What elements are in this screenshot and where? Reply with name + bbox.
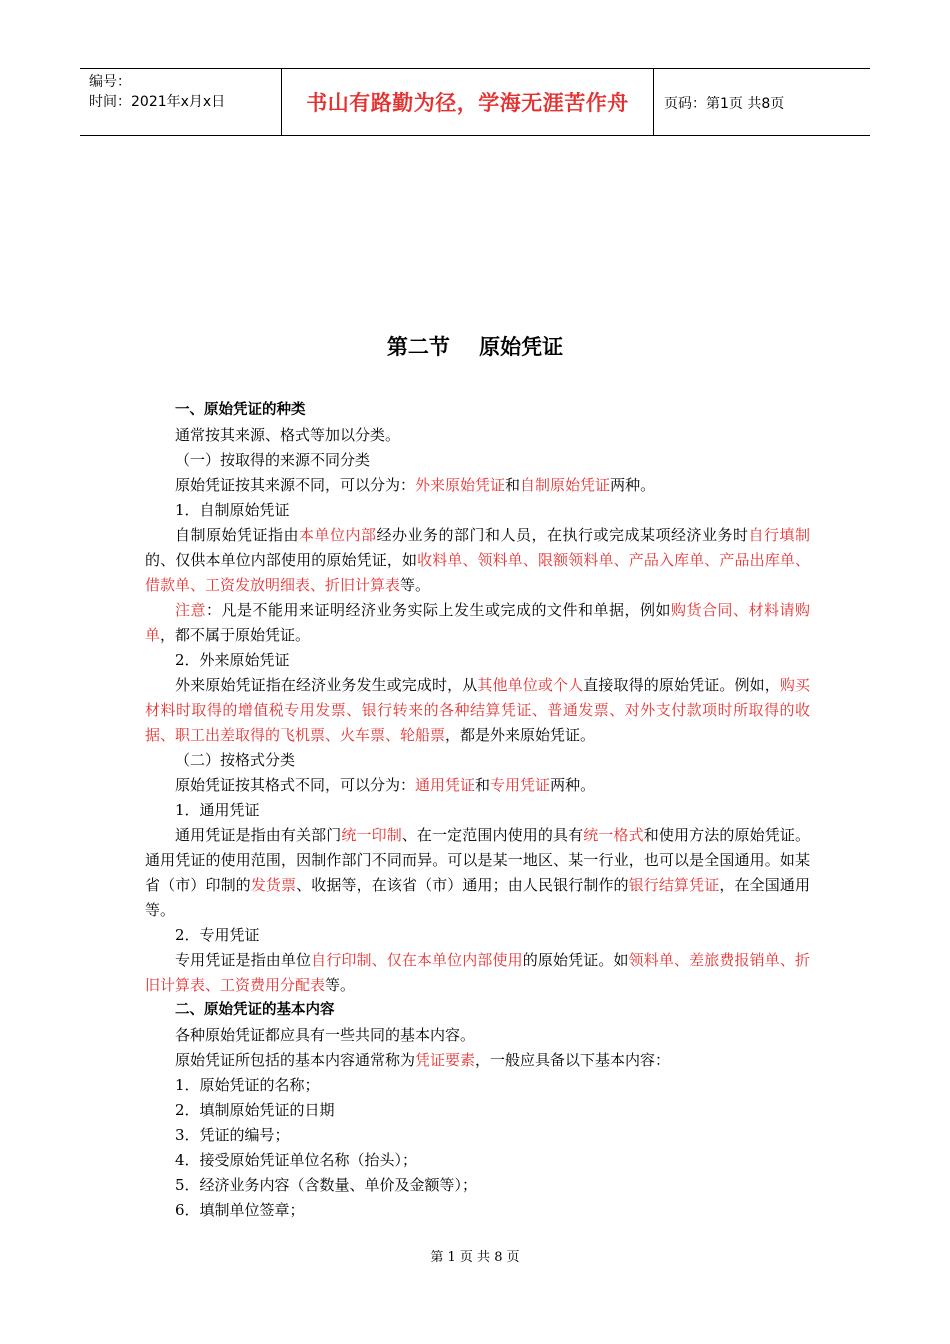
list-item: 6．填制单位签章； (175, 1201, 305, 1219)
highlight: 购买材料时取得的增值税专用发票、银行转来的各种结算凭证、普通发票、对外支付款项时所取得的收据、职工出差取得的飞机票、火车票、轮船票 (145, 676, 810, 744)
paragraph: 自制原始凭证指由本单位内部经办业务的部门和人员，在执行或完成某项经济业务时自行填制的、仅供本单位内部使用的原始凭证，如收料单、领料单、限额领料单、产品入库单、产品出库单、借款单、工资发放明细表、折旧计算表等。 (145, 526, 810, 594)
highlight: 本单位内部 (299, 526, 377, 544)
highlight: 收料单、领料单、限额领料单、产品入库单、产品出库单、借款单、工资发放明细表、折旧计算表 (145, 551, 810, 594)
paragraph: 通常按其来源、格式等加以分类。 (175, 426, 401, 444)
list-item: 4．接受原始凭证单位名称（抬头）； (175, 1151, 418, 1169)
paragraph: 注意：凡是不能用来证明经济业务实际上发生或完成的文件和单据，例如购货合同、材料请购单，都不属于原始凭证。 (145, 601, 810, 644)
highlight: 购货合同、材料请购单 (145, 601, 810, 644)
subheading: （一）按取得的来源不同分类 (175, 451, 371, 469)
list-item: 5．经济业务内容（含数量、单价及金额等）； (175, 1176, 478, 1194)
highlight: 通用凭证 (415, 776, 476, 794)
page-title: 第二节 原始凭证 (386, 335, 564, 359)
page-footer: 第 1 页 共 8 页 (430, 1250, 520, 1265)
highlight: 自行印制、仅在本单位内部使用 (311, 951, 523, 969)
date-label: 时间：2021年x月x日 (89, 94, 226, 110)
subheading: （二）按格式分类 (175, 751, 296, 769)
highlight: 注意 (175, 601, 206, 619)
paragraph: 专用凭证是指由单位自行印制、仅在本单位内部使用的原始凭证。如领料单、差旅费报销单、折旧计算表、工资费用分配表等。 (145, 951, 810, 994)
highlight: 领料单、差旅费报销单、折旧计算表、工资费用分配表 (145, 951, 810, 994)
highlight: 统一格式 (583, 826, 644, 844)
document-body (145, 396, 810, 1223)
paragraph: 通用凭证是指由有关部门统一印制、在一定范围内使用的具有统一格式和使用方法的原始凭证。通用凭证的使用范围，因制作部门不同而异。可以是某一地区、某一行业，也可以是全国通用。如某省（市）印制的发货票、收据等，在该省（市）通用；由人民银行制作的银行结算凭证，在全国通用等。 (145, 826, 810, 919)
section-heading: 一、原始凭证的种类 (175, 402, 306, 418)
header-left-cell (80, 69, 282, 135)
highlight: 自制原始凭证 (520, 476, 611, 494)
paragraph: 原始凭证按其格式不同，可以分为：通用凭证和专用凭证两种。 (175, 776, 596, 794)
list-item: 3．凭证的编号； (175, 1126, 290, 1144)
highlight: 统一印制 (341, 826, 402, 844)
highlight: 其他单位或个人 (477, 676, 584, 694)
highlight: 凭证要素 (415, 1051, 476, 1069)
list-item: 1．原始凭证的名称； (175, 1076, 320, 1094)
paragraph: 外来原始凭证指在经济业务发生或完成时，从其他单位或个人直接取得的原始凭证。例如，购买材料时取得的增值税专用发票、银行转来的各种结算凭证、普通发票、对外支付款项时所取得的收据、职工出差取得的飞机票、火车票、轮船票，都是外来原始凭证。 (145, 676, 810, 744)
motto: 书山有路勤为径，学海无涯苦作舟 (282, 69, 654, 135)
list-item: 2．专用凭证 (175, 926, 260, 944)
highlight: 专用凭证 (490, 776, 551, 794)
highlight: 外来原始凭证 (415, 476, 506, 494)
list-item: 1．自制原始凭证 (175, 501, 290, 519)
list-item: 1．通用凭证 (175, 801, 260, 819)
paragraph: 各种原始凭证都应具有一些共同的基本内容。 (175, 1026, 476, 1044)
highlight: 银行结算凭证 (628, 876, 720, 894)
section-heading: 二、原始凭证的基本内容 (175, 1002, 335, 1018)
list-item: 2．填制原始凭证的日期 (175, 1101, 335, 1119)
highlight: 自行填制 (748, 526, 810, 544)
list-item: 2．外来原始凭证 (175, 651, 290, 669)
paragraph: 原始凭证按其来源不同，可以分为：外来原始凭证和自制原始凭证两种。 (175, 476, 656, 494)
number-label: 编号： (89, 74, 131, 90)
page-info: 页码：第1页 共8页 (664, 96, 785, 112)
highlight: 发货票 (250, 876, 297, 894)
header-table (80, 68, 870, 136)
paragraph: 原始凭证所包括的基本内容通常称为凭证要素，一般应具备以下基本内容： (175, 1051, 671, 1069)
